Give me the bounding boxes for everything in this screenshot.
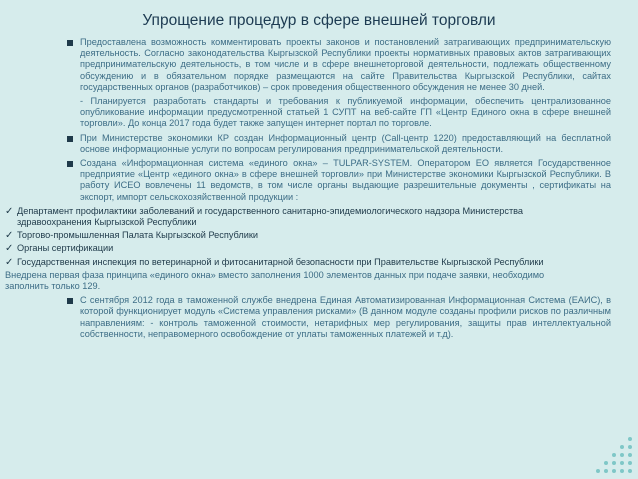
check-item <box>5 257 545 268</box>
note-text: Внедрена первая фаза принципа «единого окна» вместо заполнения 1000 элементов данных при подаче заявки, необходимо заполнить только 129. <box>5 269 545 292</box>
decorative-dots <box>590 431 638 479</box>
check-item <box>5 230 545 241</box>
check-mark-icon: ✓ <box>5 205 14 217</box>
bullet-item <box>55 158 611 203</box>
square-bullet-icon <box>67 40 73 46</box>
square-bullet-icon <box>67 298 73 304</box>
bullet-text: Предоставлена возможность комментировать проекты законов и постановлений затрагивающих предпринимательскую деятельность. Согласно законодательства Кыргызской Республики проекты нормативных правовых актов затрагивающих предпринимательскую деятельность, в том числе и в сфере внешнеторговой деятельности, подлежать общественному обсуждению и в обязательном порядке размещаются на сайте Правительства Кыргызской Республики, сайтах государственных органов (разработчиков) – срок проведения общественного обсуждения не менее 30 дней. <box>80 37 611 92</box>
bullet-item <box>55 133 611 155</box>
bullet-item <box>55 295 611 340</box>
bullet-item <box>55 96 611 130</box>
check-text: Департамент профилактики заболеваний и государственного санитарно-эпидемиологического надзора Министерства здравоохранения Кыргызской Республики <box>17 205 524 228</box>
check-mark-icon: ✓ <box>5 230 14 242</box>
slide-content <box>5 37 611 343</box>
bullet-text: Создана «Информационная система «единого окна» – TULPAR-SYSTEM. Оператором ЕО является Государственное предприятие «Центр «единого окна» в сфере внешней торговли» при Министерстве экономики Кыргызской Республики. В работу ИСЕО вовлечены 11 ведомств, в том числе органы выдающие разрешительные документы , сертификаты на экспорт, импорт сельскохозяйственной продукции : <box>80 158 611 202</box>
check-mark-icon: ✓ <box>5 243 14 255</box>
slide-title: Упрощение процедур в сфере внешней торговли <box>142 12 496 29</box>
bullet-text: С сентября 2012 года в таможенной службе внедрена Единая Автоматизированная Информационная Система (ЕАИС), в которой функционирует модуль «Система управления рисками» (В данном модуле созданы профили рисков по различным направлениям: - контроль таможенной стоимости, нетарифных мер регулирования, защиты прав интеллектуальной собственности, неправомерного освобождение от уплаты таможенных платежей и т.д). <box>80 295 611 339</box>
check-text: Торгово-промышленная Палата Кыргызской Республики <box>17 230 259 241</box>
square-bullet-icon <box>67 136 73 142</box>
check-item <box>5 206 545 228</box>
check-mark-icon: ✓ <box>5 256 14 268</box>
check-text: Государственная инспекция по ветеринарной и фитосанитарной безопасности при Правительстве Кыргызской Республики <box>17 256 544 267</box>
check-item <box>5 243 545 254</box>
check-list <box>5 206 545 268</box>
bullet-item <box>55 37 611 93</box>
bullet-text: При Министерстве экономики КР создан Информационный центр (Call-центр 1220) предоставляющий на бесплатной основе информационные услуги по вопросам регулирования предпринимательской деятельности. <box>80 132 611 154</box>
square-bullet-icon <box>67 161 73 167</box>
bullet-text: - Планируется разработать стандарты и требования к публикуемой информации, обеспечить централизованное опубликование информации предусмотренной статьей 1 СУПТ на веб-сайте ГП «Центр Единого окна в сфере внешней торговли». До конца 2017 года будет также запущен интернет портал по торговле. <box>80 96 611 129</box>
check-text: Органы сертификации <box>17 243 114 254</box>
